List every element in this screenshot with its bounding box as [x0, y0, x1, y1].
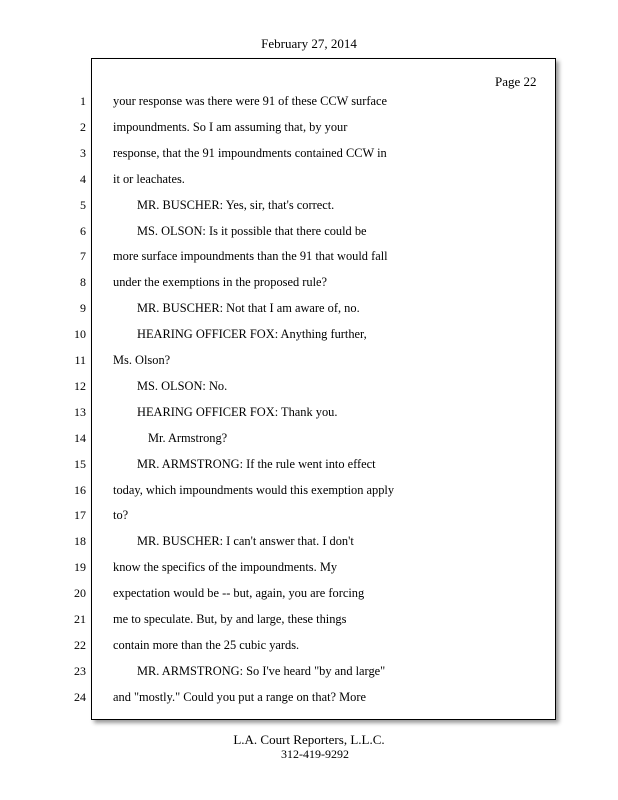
- transcript-line: it or leachates.: [113, 172, 185, 186]
- line-number: 2: [80, 120, 86, 134]
- line-number: 16: [74, 483, 86, 497]
- transcript-line: MS. OLSON: No.: [137, 379, 228, 393]
- line-number: 19: [74, 560, 86, 574]
- transcript-line: contain more than the 25 cubic yards.: [113, 638, 300, 652]
- transcript-line: and "mostly." Could you put a range on that? More: [113, 690, 366, 704]
- line-number: 6: [80, 224, 86, 238]
- line-number: 13: [74, 405, 86, 419]
- line-number: 24: [74, 690, 86, 704]
- line-number: 21: [74, 612, 86, 626]
- line-number: 3: [80, 146, 86, 160]
- line-number: 17: [74, 508, 86, 522]
- line-number: 7: [80, 249, 86, 263]
- transcript-line: MR. BUSCHER: I can't answer that. I don't: [137, 534, 354, 548]
- line-number: 11: [74, 353, 86, 367]
- transcript-line: HEARING OFFICER FOX: Anything further,: [137, 327, 367, 341]
- line-number: 20: [74, 586, 86, 600]
- line-number: 23: [74, 664, 86, 678]
- line-number: 10: [74, 327, 86, 341]
- transcript-line: MR. ARMSTRONG: If the rule went into effect: [137, 457, 376, 471]
- footer-company: L.A. Court Reporters, L.L.C.: [233, 732, 385, 747]
- line-number: 15: [74, 457, 86, 471]
- line-number: 9: [80, 301, 86, 315]
- transcript-line: MR. ARMSTRONG: So I've heard "by and large": [137, 664, 386, 678]
- transcript-line: MR. BUSCHER: Not that I am aware of, no.: [137, 301, 360, 315]
- line-number: 8: [80, 275, 86, 289]
- transcript-line: your response was there were 91 of these CCW surface: [113, 94, 387, 108]
- transcript-line: know the specifics of the impoundments. My: [113, 560, 338, 574]
- line-number: 4: [80, 172, 86, 186]
- transcript-line: under the exemptions in the proposed rule?: [113, 275, 328, 289]
- transcript-line: response, that the 91 impoundments contained CCW in: [113, 146, 387, 160]
- transcript-line: impoundments. So I am assuming that, by your: [113, 120, 348, 134]
- line-number: 14: [74, 431, 86, 445]
- line-number: 18: [74, 534, 86, 548]
- line-number: 22: [74, 638, 86, 652]
- transcript-line: Ms. Olson?: [113, 353, 171, 367]
- transcript-line: more surface impoundments than the 91 that would fall: [113, 249, 388, 263]
- footer-phone: 312-419-9292: [281, 747, 349, 761]
- page-number: Page 22: [495, 74, 537, 89]
- line-number: 5: [80, 198, 86, 212]
- line-number: 12: [74, 379, 86, 393]
- transcript-line: MR. BUSCHER: Yes, sir, that's correct.: [137, 198, 335, 212]
- transcript-date: February 27, 2014: [261, 36, 357, 51]
- transcript-line: me to speculate. But, by and large, these things: [113, 612, 347, 626]
- line-number: 1: [80, 94, 86, 108]
- transcript-line: to?: [113, 508, 129, 522]
- transcript-line: MS. OLSON: Is it possible that there could be: [137, 224, 367, 238]
- transcript-line: today, which impoundments would this exemption apply: [113, 483, 395, 497]
- transcript-line: Mr. Armstrong?: [148, 431, 228, 445]
- transcript-line: HEARING OFFICER FOX: Thank you.: [137, 405, 338, 419]
- transcript-line: expectation would be -- but, again, you are forcing: [113, 586, 365, 600]
